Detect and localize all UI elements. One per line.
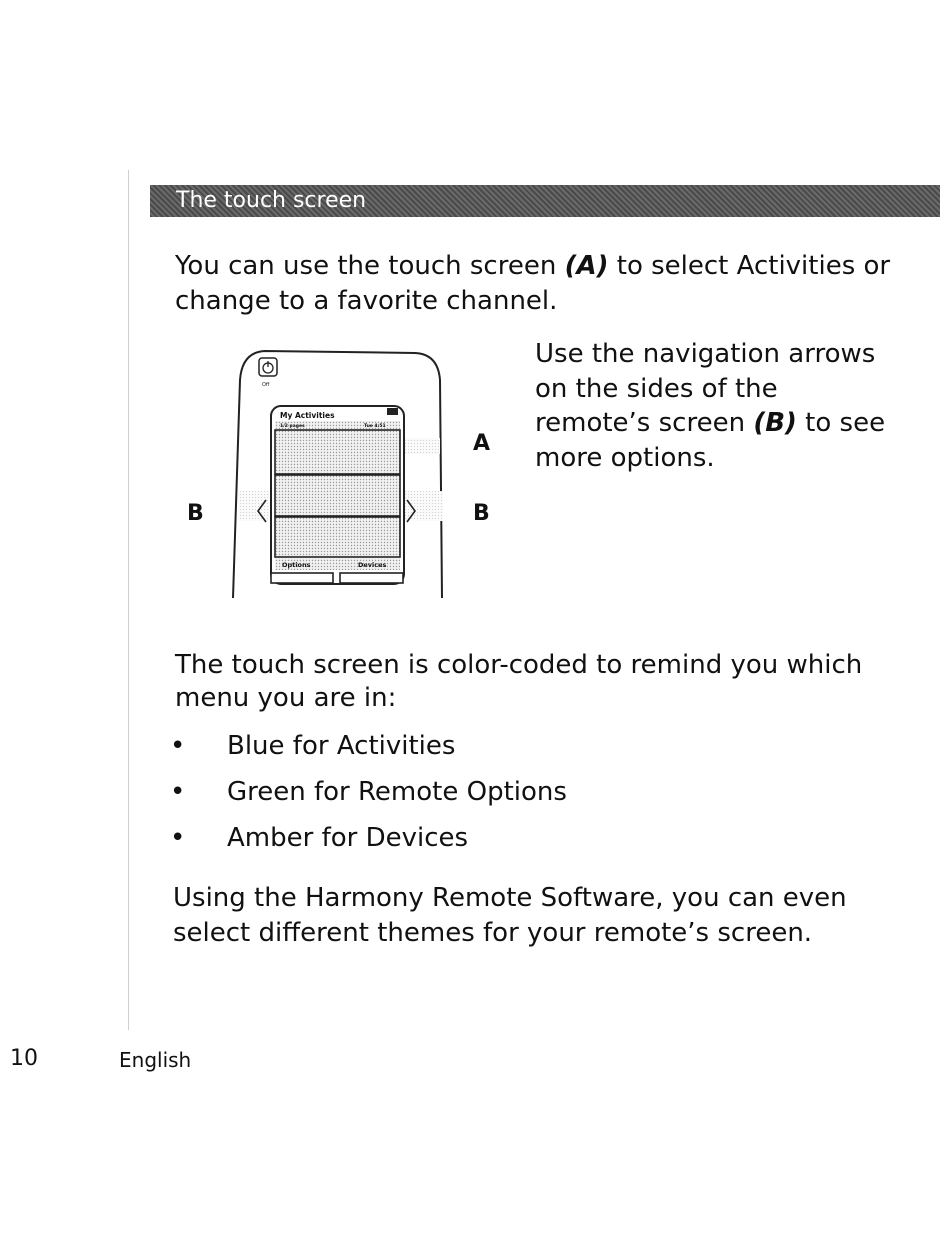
callout-a: A — [473, 431, 491, 456]
callout-b-right: B — [473, 501, 490, 526]
power-button[interactable] — [259, 358, 277, 376]
navigation-note — [535, 337, 895, 475]
activity-slot[interactable] — [275, 517, 400, 557]
intro-paragraph — [175, 249, 895, 319]
bullet-icon: • — [170, 777, 186, 807]
list-item-text: Amber for Devices — [227, 823, 469, 853]
screen-page-indicator: 1/2 pages — [280, 424, 305, 429]
callout-a-band — [402, 438, 440, 454]
bullet-icon: • — [170, 823, 186, 853]
power-label: Off — [262, 382, 270, 388]
margin-rule — [128, 170, 129, 1030]
navigation-note-ref-b: (B) — [753, 408, 797, 438]
activity-slot[interactable] — [275, 475, 400, 516]
remote-illustration — [170, 340, 520, 605]
activity-slot[interactable] — [275, 430, 400, 474]
footer-language: English — [119, 1048, 192, 1072]
devices-button[interactable] — [340, 573, 403, 583]
intro-text-start: You can use the touch screen — [175, 251, 565, 281]
themes-paragraph: Using the Harmony Remote Software, you can even select different themes for your remote’s screen. — [173, 883, 847, 948]
navigation-note-start: Use the navigation arrows on the sides of the remote’s screen — [535, 339, 876, 438]
options-label: Options — [282, 561, 311, 569]
devices-label: Devices — [358, 561, 387, 569]
callout-b-left: B — [187, 501, 204, 526]
options-button[interactable] — [271, 573, 333, 583]
intro-text-end: to select Activities or change to a favorite channel. — [175, 251, 891, 316]
color-coding-paragraph: The touch screen is color-coded to remind you which menu you are in: — [175, 650, 863, 713]
list-item-text: Green for Remote Options — [227, 777, 567, 807]
screen-time: Tue 4:51 — [364, 424, 386, 429]
section-title: The touch screen — [176, 188, 367, 213]
section-heading-bar — [150, 185, 940, 217]
bullet-icon: • — [170, 731, 186, 761]
list-item-text: Blue for Activities — [227, 731, 456, 761]
screen-title: My Activities — [280, 411, 335, 420]
remote-figure — [170, 340, 520, 605]
page-number: 10 — [10, 1046, 38, 1071]
navigation-note-end: to see more options. — [535, 408, 886, 473]
battery-icon — [387, 408, 398, 415]
intro-ref-a: (A) — [564, 251, 609, 281]
